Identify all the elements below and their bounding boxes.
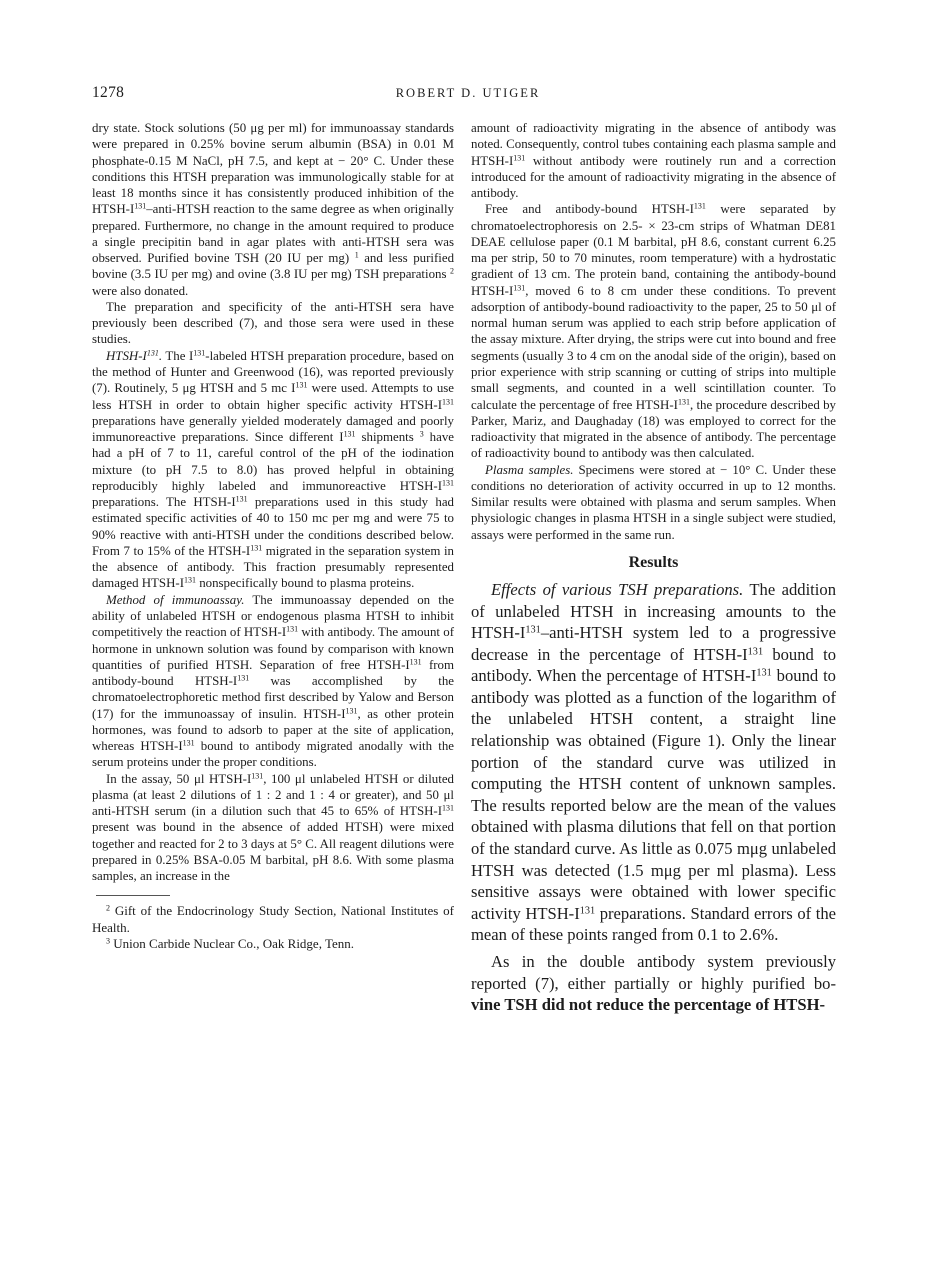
paragraph: Method of immunoassay. The immunoassay depended on the ability of unlabeled HTSH or endogenous plasma HTSH to inhibit competitively the reaction of HTSH-$I^{131}$ with antibody. The amount of hormone in unknown solution was found by comparison with known quantities of purified HTSH. Separation of free HTSH-$I^{131}$ from antibody-bound HTSH-$I^{131}$ was accomplished by the chromatoelectrophoretic method first described by Yalow and Berson (17) for the immunoassay of insulin. HTSH-$I^{131}$, as other protein hormones, was found to adsorb to paper at the site of application, whereas HTSH-$I^{131}$ bound to antibody migrated anodally with the serum proteins under the proper conditions.	[92, 592, 455, 770]
page-header	[0, 84, 936, 106]
footnote: $^2$ Gift of the Endocrinology Study Section, National Institutes of Health.	[92, 903, 454, 935]
running-head: ROBERT D. UTIGER	[395, 86, 541, 100]
section-label: HTSH-$I^{131}$.	[106, 348, 163, 363]
paragraph: Effects of various TSH preparations. The addition of unlabeled HTSH in increasing amounts to the HTSH-$I^{131}-anti$-HTSH system led to a progressive decrease in the percentage of HTSH-$I^{131}$ bound to antibody. When the percentage of HTSH-$I^{131}$ bound to antibody was plotted as a function of the logarithm of the unlabeled HTSH content, a straight line relationship was obtained (Figure 1). Only the linear portion of the standard curve was utilized in computing the HTSH content of unknown samples. The results reported below are the mean of the values obtained with plasma dilutions that fell on that portion of the standard curve. As little as 0.075 mμg unlabeled HTSH was detected (1.5 mμg per ml plasma). Less sensitive assays were obtained with lower specific activity HTSH-$I^{131}$ preparations. Standard errors of the mean of these points ranged from 0.1 to 2.6%.	[471, 579, 836, 945]
results-heading: Results	[628, 553, 679, 571]
section-label: Method of immunoassay.	[106, 592, 245, 607]
right-column	[471, 120, 836, 1016]
paragraph: As in the double antibody system previously reported (7), either partially or highly purified bo- vine TSH did not reduce the percentage of HTSH-	[471, 952, 836, 1015]
page-number: 1278	[92, 84, 125, 101]
footnote-divider	[96, 895, 170, 896]
section-label: Effects of various TSH preparations.	[491, 579, 744, 599]
paragraph: HTSH-$I^{131}$. The $I^{131}$-labeled HTSH preparation procedure, based on the method of Hunter and Greenwood (16), was reported previously (7). Routinely, 5 μg HTSH and 5 mc $I^{131}$ were used. Attempts to use less HTSH in order to obtain higher specific activity HTSH-$I^{131}$ preparations have generally yielded moderately damaged and poorly immunoreactive preparations. Since different $I^{131}$ shipments $^3$ have had a pH of 7 to 11, careful control of the pH of the iodination mixture (to pH 7.5 to 8.0) has proved helpful in obtaining reproducibly highly labeled and immunoreactive HTSH-$I^{131}$ preparations. The HTSH-$I^{131}$ preparations used in this study had estimated specific activities of 40 to 150 mc per mg and were 75 to 90% reactive with anti-HTSH under the conditions described below. From 7 to 15% of the HTSH-$I^{131}$ migrated in the separation system in the absence of antibody. This fraction presumably represented damaged HTSH-$I^{131}$ nonspecifically bound to plasma proteins.	[92, 348, 455, 591]
paragraph: The preparation and specificity of the anti-HTSH sera have previously been described (7), and those sera were used in these studies.	[92, 299, 454, 347]
section-label: Plasma samples.	[485, 462, 574, 477]
paragraph: Plasma samples. Specimens were stored at − 10° C. Under these conditions no deterioration of activity occurred in up to 12 months. Similar results were obtained with plasma and serum samples. When physiologic changes in plasma HTSH in a single subject were studied, assays were performed in the same run.	[471, 462, 836, 542]
footnote: $^3$ Union Carbide Nuclear Co., Oak Ridge, Tenn.	[106, 936, 355, 952]
left-column	[92, 120, 454, 953]
paragraph: In the assay, 50 μl HTSH-$I^{131}$, 100 μl unlabeled HTSH or diluted plasma (at least 2 dilutions of 1 : 2 and 1 : 4 or greater), and 50 μl anti-HTSH serum (in a dilution such that 45 to 65% of HTSH-$I^{131}$ present was bound in the absence of added HTSH) were mixed together and reacted for 2 to 3 days at 5° C. All reagent dilutions were prepared in 0.25% BSA-0.05 M barbital, pH 8.6. With some plasma samples, an increase in the	[92, 771, 454, 884]
paragraph: amount of radioactivity migrating in the absence of antibody was noted. Consequently, control tubes containing each plasma sample and HTSH-$I^{131}$ without antibody were routinely run and a correction introduced for the amount of radioactivity migrating in the absence of antibody.	[471, 121, 836, 201]
paragraph: dry state. Stock solutions (50 μg per ml) for immunoassay standards were prepared in 0.25% bovine serum albumin (BSA) in 0.01 M phosphate-0.15 M NaCl, pH 7.5, and kept at − 20° C. Under these conditions this HTSH preparation was immunologically stable for at least 18 months since it has consistently produced inhibition of the HTSH-$I^{131}-anti$-HTSH reaction to the same degree as when originally prepared. Furthermore, no change in the amount required to produce a single precipitin band in agar plates with anti-HTSH sera was observed. Purified bovine TSH (20 IU per mg) $^1$ and less purified bovine (3.5 IU per mg) and ovine (3.8 IU per mg) TSH preparations $^2$ were also donated.	[92, 121, 455, 298]
paragraph: Free and antibody-bound HTSH-$I^{131}$ were separated by chromatoelectrophoresis on 2.5- × 23-cm strips of Whatman DE81 DEAE cellulose paper (0.1 M barbital, pH 8.6, constant current 6.25 ma per strip, 50 to 70 minutes, room temperature) with a hydrostatic gradient of 13 cm. The protein band, containing the antibody-bound HTSH-$I^{131}$, moved 6 to 8 cm under these conditions. To prevent adsorption of antibody-bound radioactivity to the paper, 25 to 50 μl of normal human serum was applied to each strip before application of the assay mixture. After drying, the strips were cut into bound and free segments (usually 3 to 4 cm on the anodal side of the origin), based on prior experience with strip scanning or cutting of strips into multiple small segments, and counted in a well scintillation counter. To calculate the percentage of free HTSH-$I^{131}$, the procedure described by Parker, Mariz, and Daughaday (18) was employed to correct for the radioactivity that migrated in the absence of antibody. The percentage of radioactivity bound to antibody was then calculated.	[471, 201, 836, 461]
